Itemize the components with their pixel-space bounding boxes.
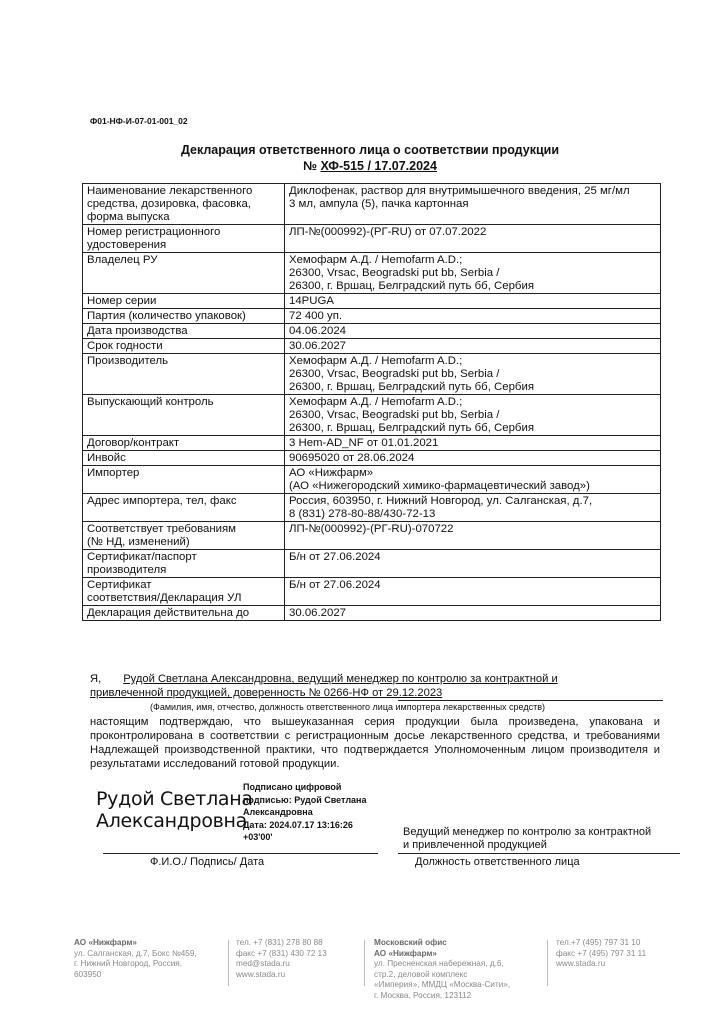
row-value: Хемофарм А.Д. / Hemofarm A.D.; 26300, Vrsac, Beogradski put bb, Serbia / 26300, г. Вршац, Белградский путь бб, Сербия <box>285 253 661 294</box>
table-row <box>83 294 661 309</box>
row-label: Производитель <box>83 354 285 395</box>
digital-signature-info: Подписано цифровой подписью: Рудой Светлана Александровна Дата: 2024.07.17 13:16:26 +03'00' <box>243 782 367 842</box>
declaration-number: № ХФ-515 / 17.07.2024 <box>303 159 437 173</box>
row-value: Хемофарм А.Д. / Hemofarm A.D.; 26300, Vrsac, Beogradski put bb, Serbia / 26300, г. Вршац, Белградский путь бб, Сербия <box>285 354 661 395</box>
title-line: Декларация ответственного лица о соответствии продукции <box>180 143 560 157</box>
row-label: Выпускающий контроль <box>83 395 285 436</box>
row-label: Номер регистрационного удостоверения <box>83 225 285 253</box>
statement-person: Я, Рудой Светлана Александровна, ведущий менеджер по контролю за контрактной и привлеченной продукцией, доверенность № 0266-НФ от 29.12.2023 <box>90 673 558 699</box>
document-code: Ф01-НФ-И-07-01-001_02 <box>90 116 188 126</box>
footer-moscow-contacts: тел.+7 (495) 797 31 10 факс +7 (495) 797 31 11 www.stada.ru <box>556 938 647 968</box>
row-label: Дата производства <box>83 324 285 339</box>
table-row <box>83 550 661 578</box>
row-label: Сертификат соответствия/Декларация УЛ <box>83 578 285 606</box>
table-row <box>83 253 661 294</box>
table-row <box>83 309 661 324</box>
statement-caption: (Фамилия, имя, отчество, должность ответственного лица импортера лекарственных средств) <box>150 702 545 712</box>
table-row <box>83 606 661 621</box>
footer-divider <box>228 940 229 986</box>
row-label: Адрес импортера, тел, факс <box>83 494 285 522</box>
responsible-role: Ведущий менеджер по контролю за контрактной и привлеченной продукцией <box>403 826 652 851</box>
row-label: Владелец РУ <box>83 253 285 294</box>
table-row <box>83 395 661 436</box>
table-row <box>83 184 661 225</box>
footer-moscow-office: Московский офис АО «Нижфарм» ул. Пресненская набережная, д.6, стр.2, деловой комплекс «Империя», ММДЦ «Москва-Сити», г. Москва, Россия, 123112 <box>374 938 511 1000</box>
row-value: Б/н от 27.06.2024 <box>285 550 661 578</box>
table-row <box>83 354 661 395</box>
row-value: 90695020 от 28.06.2024 <box>285 451 661 466</box>
row-label: Номер серии <box>83 294 285 309</box>
document-title <box>80 142 660 174</box>
table-row <box>83 494 661 522</box>
row-value: 30.06.2027 <box>285 339 661 354</box>
row-value: 72 400 уп. <box>285 309 661 324</box>
signature-caption: Ф.И.О./ Подпись/ Дата <box>150 856 265 868</box>
row-value: Б/н от 27.06.2024 <box>285 578 661 606</box>
table-row <box>83 225 661 253</box>
underline-rule <box>398 700 663 701</box>
row-value: 14PUGA <box>285 294 661 309</box>
position-rule <box>398 853 680 854</box>
table-row <box>83 324 661 339</box>
row-label: Договор/контракт <box>83 436 285 451</box>
row-value: Хемофарм А.Д. / Hemofarm A.D.; 26300, Vrsac, Beogradski put bb, Serbia / 26300, г. Вршац, Белградский путь бб, Сербия <box>285 395 661 436</box>
row-value: Россия, 603950, г. Нижний Новгород, ул. Салганская, д.7, 8 (831) 278-80-88/430-72-13 <box>285 494 661 522</box>
row-label: Инвойс <box>83 451 285 466</box>
row-value: АО «Нижфарм» (АО «Нижегородский химико-фармацевтический завод») <box>285 466 661 494</box>
declaration-table <box>82 183 661 621</box>
row-value: 3 Hem-AD_NF от 01.01.2021 <box>285 436 661 451</box>
row-value: ЛП-№(000992)-(РГ-RU) от 07.07.2022 <box>285 225 661 253</box>
table-row <box>83 339 661 354</box>
row-value: ЛП-№(000992)-(РГ-RU)-070722 <box>285 522 661 550</box>
row-label: Срок годности <box>83 339 285 354</box>
signature-rule <box>103 853 378 854</box>
row-value: 30.06.2027 <box>285 606 661 621</box>
table-row <box>83 522 661 550</box>
row-value: 04.06.2024 <box>285 324 661 339</box>
footer-company-address: АО «Нижфарм» ул. Салганская, д.7, Бокс №459, г. Нижний Новгород, Россия, 603950 <box>74 938 197 979</box>
row-label: Декларация действительна до <box>83 606 285 621</box>
footer-divider <box>547 940 548 986</box>
row-label: Импортер <box>83 466 285 494</box>
row-label: Наименование лекарственного средства, дозировка, фасовка, форма выпуска <box>83 184 285 225</box>
statement-body: настоящим подтверждаю, что вышеуказанная серия продукции была произведена, упакована и проконтролирована в соответствии с регистрационным досье лекарственного средства, и требованиями Надлежащей производственной практики, что подтверждается Уполномоченным лицом производителя и результатами исследований готовой продукции. <box>90 716 660 770</box>
signature-name: Рудой Светлана Александровна <box>96 788 253 832</box>
row-label: Партия (количество упаковок) <box>83 309 285 324</box>
position-caption: Должность ответственного лица <box>415 856 580 868</box>
row-label: Соответствует требованиям (№ НД, изменений) <box>83 522 285 550</box>
row-label: Сертификат/паспорт производителя <box>83 550 285 578</box>
footer-company-contacts: тел. +7 (831) 278 80 88 факс +7 (831) 430 72 13 med@stada.ru www.stada.ru <box>236 938 327 979</box>
table-row <box>83 578 661 606</box>
table-row <box>83 451 661 466</box>
row-value: Диклофенак, раствор для внутримышечного введения, 25 мг/мл 3 мл, ампула (5), пачка картонная <box>285 184 661 225</box>
footer-divider <box>364 940 365 986</box>
table-row <box>83 466 661 494</box>
table-row <box>83 436 661 451</box>
